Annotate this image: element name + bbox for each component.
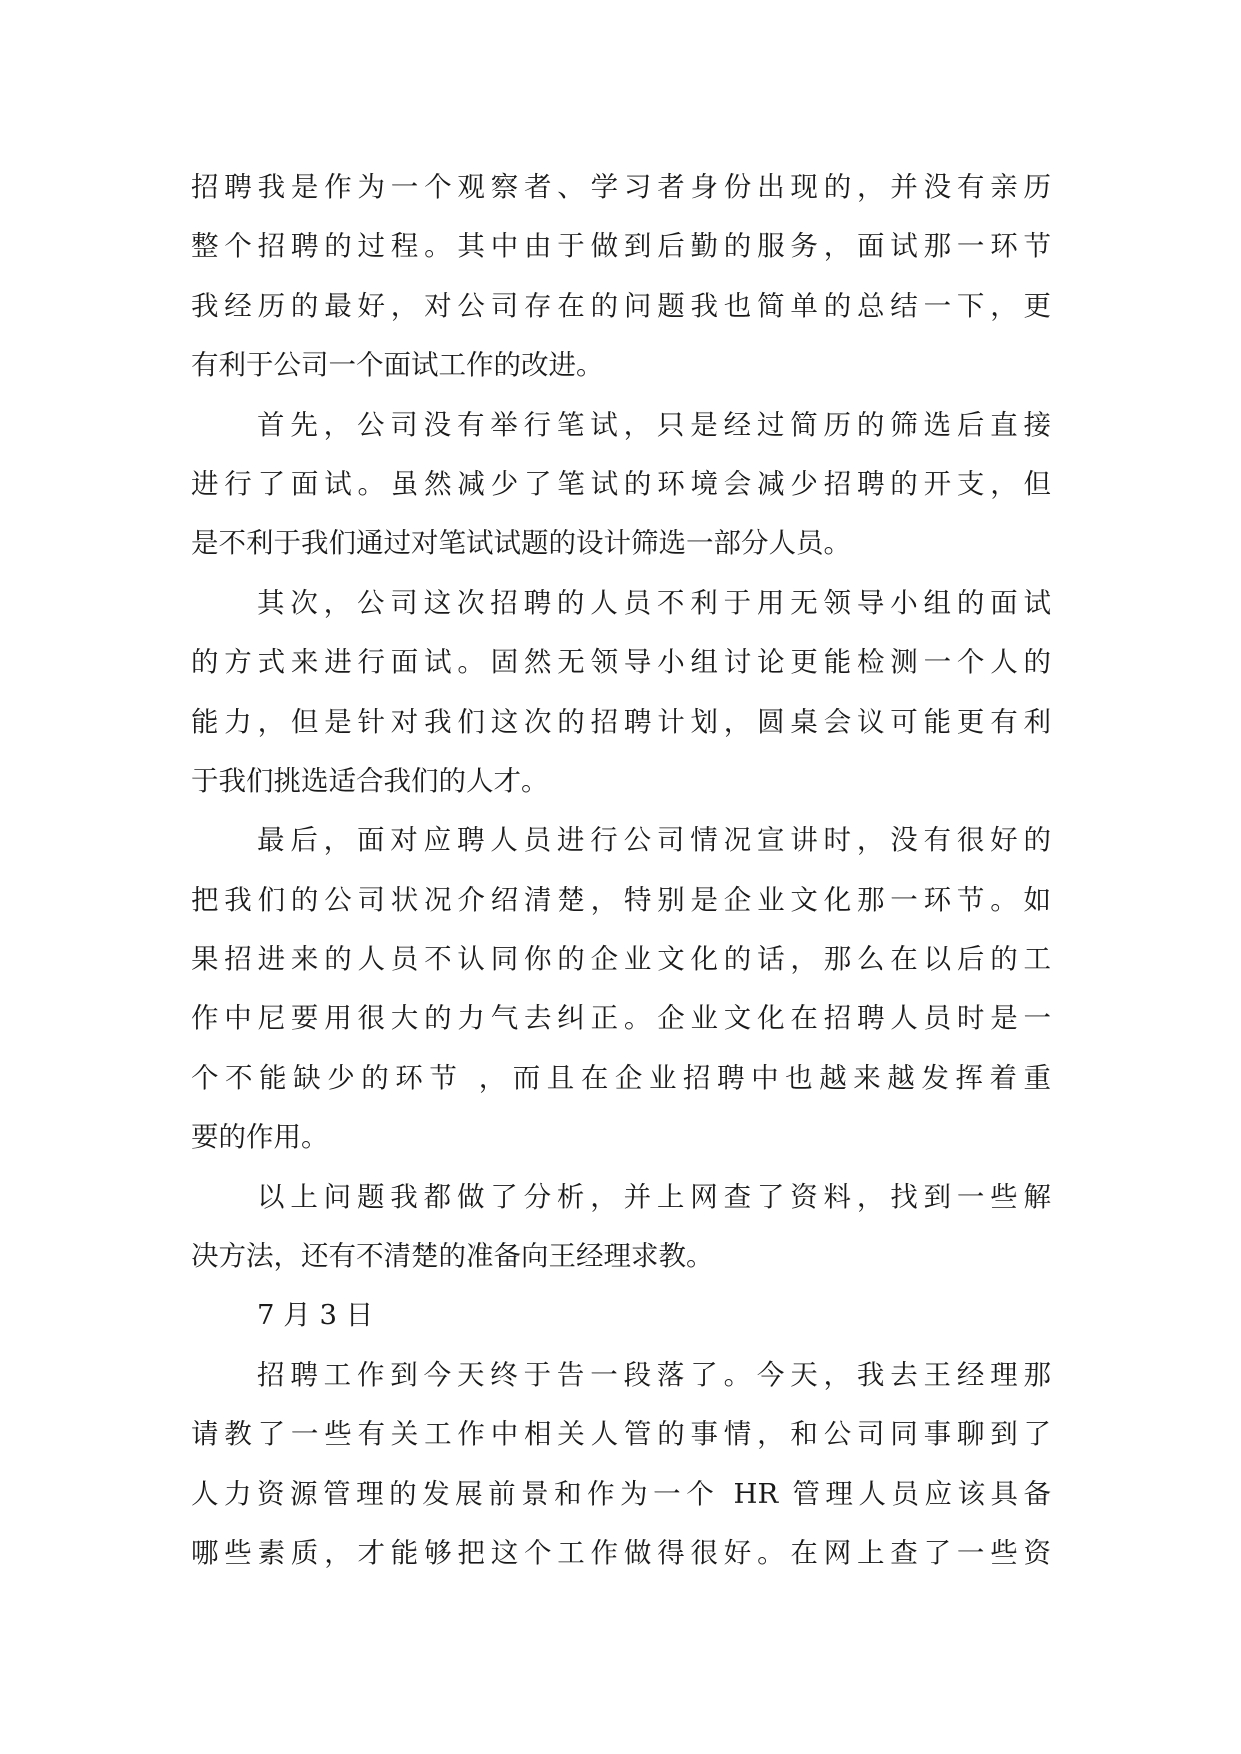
text-line: 于我们挑选适合我们的人才。 — [191, 764, 549, 797]
text-line: 果招进来的人员不认同你的企业文化的话，那么在以后的工 — [191, 943, 1051, 976]
text-line: 其次，公司这次招聘的人员不利于用无领导小组的面试 — [257, 586, 1051, 619]
text-line: 要的作用。 — [191, 1121, 329, 1154]
text-line: 个不能缺少的环节 ，而且在企业招聘中也越来越发挥着重 — [191, 1061, 1051, 1094]
text-line: 把我们的公司状况介绍清楚，特别是企业文化那一环节。如 — [191, 883, 1051, 916]
text-line: 是不利于我们通过对笔试试题的设计筛选一部分人员。 — [191, 527, 851, 560]
document-body — [191, 158, 1051, 1583]
text-line: 作中尼要用很大的力气去纠正。企业文化在招聘人员时是一 — [191, 1002, 1051, 1035]
text-line: 决方法，还有不清楚的准备向王经理求教。 — [191, 1240, 714, 1273]
text-line: 以上问题我都做了分析，并上网查了资料，找到一些解 — [257, 1180, 1051, 1213]
text-line: 招聘我是作为一个观察者、学习者身份出现的，并没有亲历 — [191, 171, 1051, 203]
text-line: 招聘工作到今天终于告一段落了。今天，我去王经理那 — [257, 1358, 1051, 1391]
text-line: 进行了面试。虽然减少了笔试的环境会减少招聘的开支，但 — [191, 467, 1051, 500]
text-line: 最后，面对应聘人员进行公司情况宣讲时，没有很好的 — [257, 824, 1051, 857]
text-line: 我经历的最好，对公司存在的问题我也简单的总结一下，更 — [191, 289, 1051, 322]
text-line: 7 月 3 日 — [257, 1299, 374, 1332]
text-line: 整个招聘的过程。其中由于做到后勤的服务，面试那一环节 — [191, 230, 1051, 263]
text-line: 能力，但是针对我们这次的招聘计划，圆桌会议可能更有利 — [191, 705, 1051, 738]
text-line: 首先，公司没有举行笔试，只是经过简历的筛选后直接 — [257, 408, 1051, 441]
text-line: 哪些素质，才能够把这个工作做得很好。在网上查了一些资 — [191, 1536, 1051, 1569]
text-line: 人力资源管理的发展前景和作为一个 HR 管理人员应该具备 — [191, 1477, 1051, 1510]
text-line: 的方式来进行面试。固然无领导小组讨论更能检测一个人的 — [191, 646, 1051, 679]
text-line: 有利于公司一个面试工作的改进。 — [191, 349, 604, 382]
text-line: 请教了一些有关工作中相关人管的事情，和公司同事聊到了 — [191, 1418, 1051, 1451]
